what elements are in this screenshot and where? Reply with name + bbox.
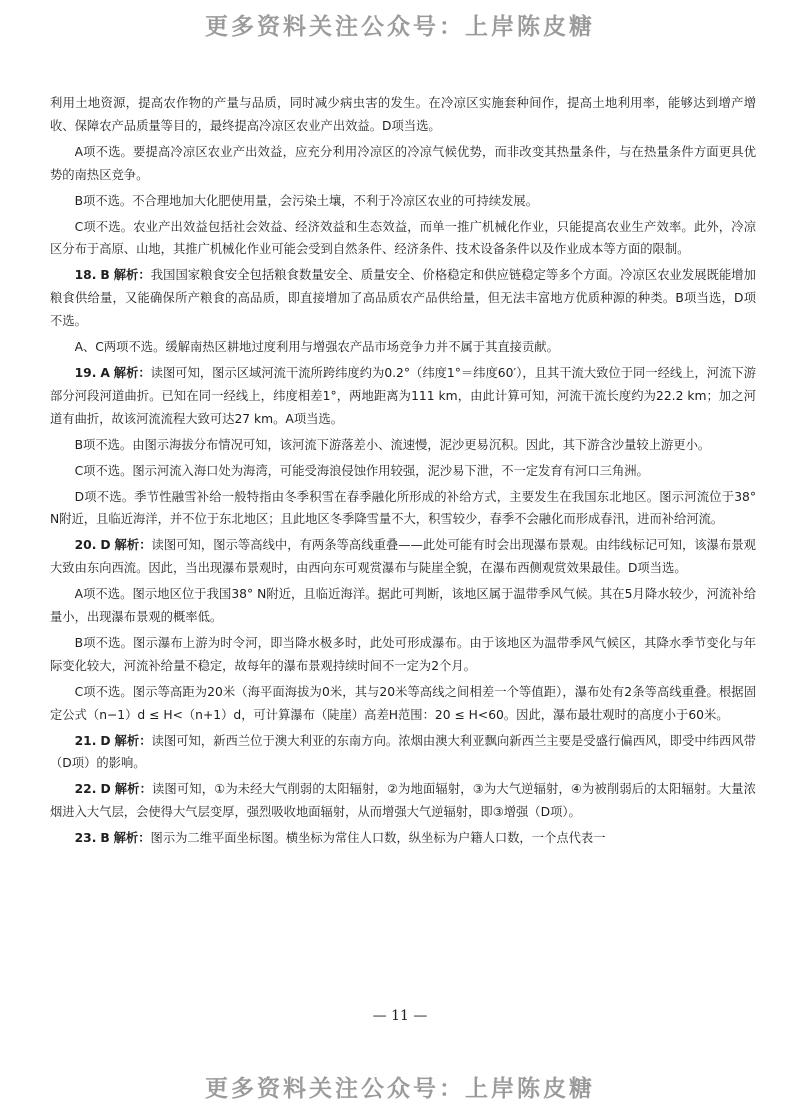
- question-20: 20. D 解析：读图可知，图示等高线中，有两条等高线重叠——此处可能有时会出现瀑布景观。由纬线标记可知，该瀑布景观大致由东向西流。因此，当出现瀑布景观时，由西向东可观赏瀑布与陡崖全貌，在瀑布西侧观赏效果最佳。D项当选。: [50, 538, 756, 576]
- question-18: 18. B 解析：我国国家粮食安全包括粮食数量安全、质量安全、价格稳定和供应链稳定等多个方面。冷凉区农业发展既能增加粮食供给量，又能确保所产粮食的高品质，即直接增加了高品质农产品供给量，但无法丰富地方优质种源的种类。B项当选，D项不选。: [50, 268, 756, 329]
- question-19: 19. A 解析：读图可知，图示区域河流干流所跨纬度约为0.2°（纬度1°＝纬度60′），且其干流大致位于同一经线上，河流下游部分河段河道曲折。已知在同一经线上，纬度相差1°，两地距离为111 km，由此计算可知，河流干流长度约为22.2 km；加之河道有曲折，故该河流流程大致可达27 km。A项当选。: [50, 365, 756, 426]
- question-number: 18.: [74, 268, 97, 283]
- answer-letter: B: [100, 831, 110, 846]
- paragraph: A项不选。图示地区位于我国38° N附近，且临近海洋。据此可判断，该地区属于温带季风气候。其在5月降水较少，河流补给量小，出现瀑布景观的概率低。: [50, 587, 756, 625]
- page-number: — 11 —: [372, 1008, 428, 1024]
- page-content: [50, 92, 756, 853]
- paragraph: C项不选。图示等高距为20米（海平面海拔为0米，其与20米等高线之间相差一个等值距），瀑布处有2条等高线重叠。根据固定公式（n−1）d ≤ H<（n+1）d，可计算瀑布（陡崖）高差H范围：20 ≤ H<60。因此，瀑布最壮观时的高度小于60米。: [50, 684, 756, 722]
- question-21: 21. D 解析：读图可知，新西兰位于澳大利亚的东南方向。浓烟由澳大利亚飘向新西兰主要是受盛行偏西风，即受中纬西风带（D项）的影响。: [50, 733, 756, 771]
- bottom-watermark-banner: 更多资料关注公众号：上岸陈皮糖: [205, 1076, 595, 1102]
- paragraph: C项不选。农业产出效益包括社会效益、经济效益和生态效益，而单一推广机械化作业，只能提高农业生产效率。此外，冷凉区分布于高原、山地，其推广机械化作业可能会受到自然条件、经济条件、技术设备条件以及作业成本等方面的限制。: [50, 219, 756, 257]
- question-number: 20.: [74, 538, 97, 553]
- paragraph: 利用土地资源，提高农作物的产量与品质，同时减少病虫害的发生。在冷凉区实施套种间作，提高土地利用率，能够达到增产增收、保障农产品质量等目的，最终提高冷凉区农业产出效益。D项当选。: [50, 96, 756, 133]
- top-watermark-banner: 更多资料关注公众号：上岸陈皮糖: [205, 14, 595, 40]
- question-number: 21.: [74, 733, 97, 748]
- question-22: 22. D 解析：读图可知，①为未经大气削弱的太阳辐射，②为地面辐射，③为大气逆辐射，④为被削弱后的太阳辐射。大量浓烟进入大气层，会使得大气层变厚，强烈吸收地面辐射，从而增强大气逆辐射，即③增强（D项）。: [50, 782, 756, 820]
- paragraph: B项不选。图示瀑布上游为时令河，即当降水极多时，此处可形成瀑布。由于该地区为温带季风气候区，其降水季节变化与年际变化较大，河流补给量不稳定，故每年的瀑布景观持续时间不一定为2个月。: [50, 635, 756, 673]
- analysis-label: 解析：: [114, 782, 152, 797]
- answer-letter: D: [100, 782, 111, 797]
- answer-letter: D: [100, 733, 111, 748]
- answer-letter: B: [100, 268, 110, 283]
- analysis-label: 解析：: [113, 831, 151, 846]
- paragraph: A项不选。要提高冷凉区农业产出效益，应充分利用冷凉区的冷凉气候优势，而非改变其热量条件，与在热量条件方面更具优势的南热区竞争。: [50, 144, 756, 182]
- analysis-label: 解析：: [113, 365, 151, 380]
- question-number: 22.: [74, 782, 97, 797]
- answer-letter: A: [100, 365, 110, 380]
- paragraph: B项不选。由图示海拔分布情况可知，该河流下游落差小、流速慢，泥沙更易沉积。因此，其下游含沙量较上游更小。: [74, 437, 711, 452]
- question-23: 23. B 解析：图示为二维平面坐标图。横坐标为常住人口数，纵坐标为户籍人口数，一个点代表一: [74, 831, 606, 846]
- question-number: 19.: [74, 365, 97, 380]
- paragraph: C项不选。图示河流入海口处为海湾，可能受海浪侵蚀作用较强，泥沙易下泄，不一定发育有河口三角洲。: [74, 463, 649, 478]
- paragraph: B项不选。不合理地加大化肥使用量，会污染土壤，不利于冷凉区农业的可持续发展。: [74, 193, 539, 208]
- answer-letter: D: [100, 538, 111, 553]
- analysis-label: 解析：: [114, 538, 152, 553]
- question-number: 23.: [74, 831, 97, 846]
- analysis-label: 解析：: [114, 733, 152, 748]
- paragraph: A、C两项不选。缓解南热区耕地过度利用与增强农产品市场竞争力并不属于其直接贡献。: [74, 340, 559, 355]
- analysis-label: 解析：: [113, 268, 151, 283]
- paragraph: D项不选。季节性融雪补给一般特指由冬季积雪在春季融化所形成的补给方式，主要发生在我国东北地区。图示河流位于38° N附近，且临近海洋，并不位于东北地区；且此地区冬季降雪量不大，积雪较少，春季不会融化而形成春汛，进而补给河流。: [50, 489, 756, 527]
